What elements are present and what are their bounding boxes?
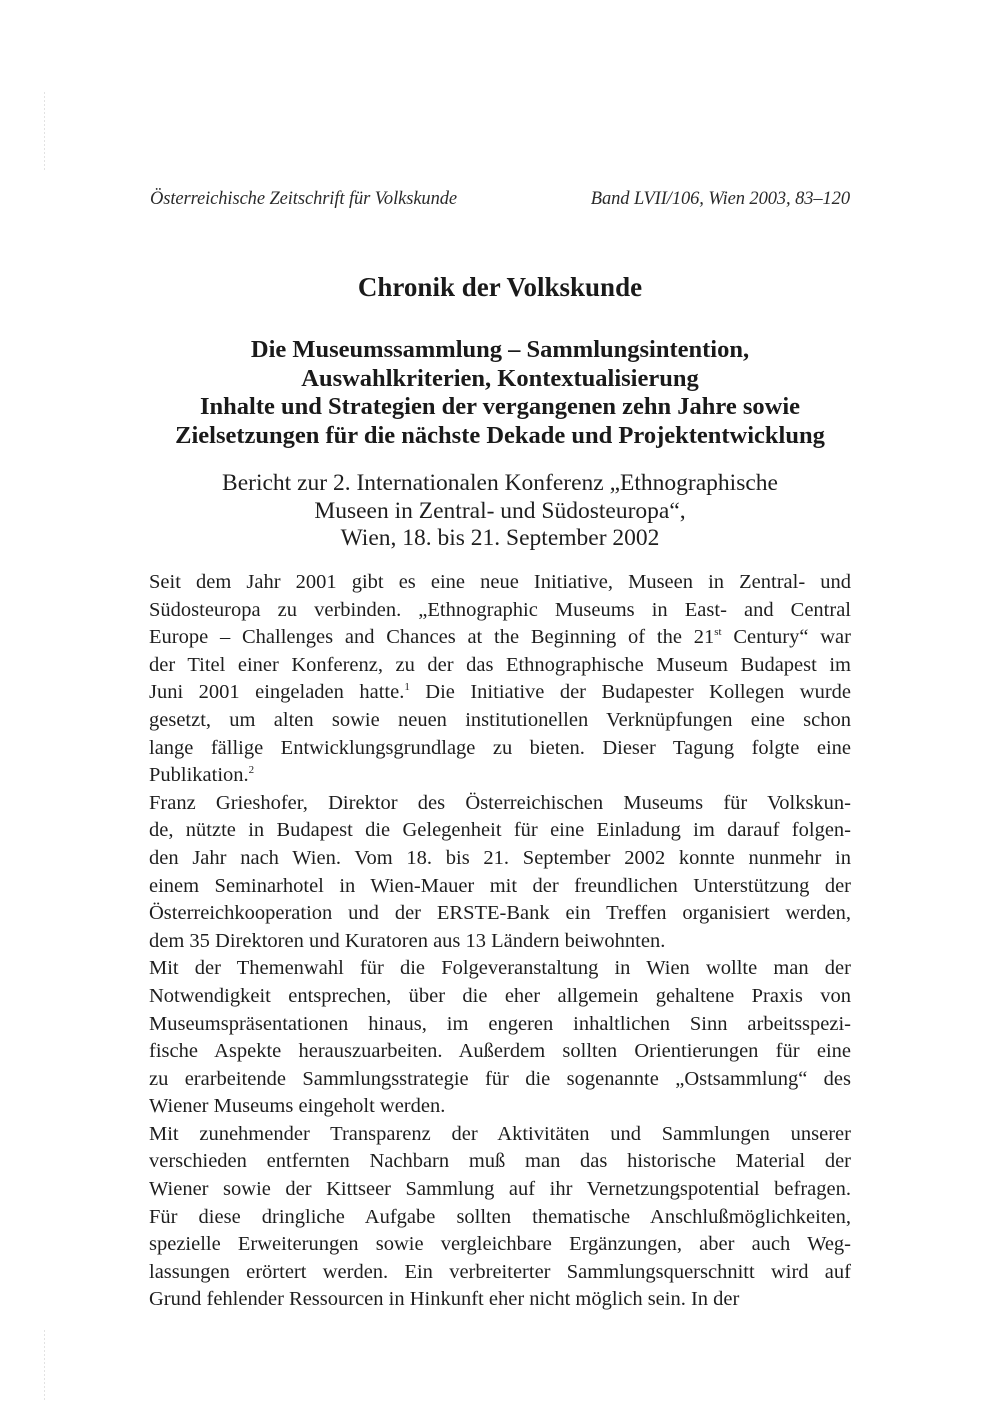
text-segment: der Titel einer Konferenz, zu der das Ethnographische Museum Budapest im xyxy=(149,653,851,676)
text-segment: einem Seminarhotel in Wien-Mauer mit der freundlichen Unterstützung der xyxy=(149,874,851,897)
text-line xyxy=(149,569,851,597)
text-segment: Century“ war xyxy=(721,626,851,649)
superscript: 1 xyxy=(404,681,410,694)
running-head xyxy=(150,189,850,210)
text-segment: Für diese dringliche Aufgabe sollten thematische Anschlußmöglichkeiten, xyxy=(149,1205,851,1228)
superscript: 2 xyxy=(248,764,255,777)
volume-info: Band LVII/106, Wien 2003, 83–120 xyxy=(590,189,850,209)
text-segment: Mit zunehmender Transparenz der Aktivitäten und Sammlungen unserer xyxy=(149,1122,851,1145)
text-segment: Museumspräsentationen hinaus, im engeren inhaltlichen Sinn arbeitsspezi- xyxy=(149,1012,851,1035)
scan-margin-artifact-bottom xyxy=(44,1330,45,1400)
text-segment: gesetzt, um alten sowie neuen institutionellen Verknüpfungen eine schon xyxy=(149,708,851,731)
text-segment: Franz Grieshofer, Direktor des Österreichischen Museums für Volkskun- xyxy=(149,791,851,814)
text-line xyxy=(149,873,851,901)
article-title-line: Die Museumssammlung – Sammlungsintention, xyxy=(250,336,750,363)
text-line xyxy=(149,1121,851,1149)
section-title: Chronik der Volkskunde xyxy=(357,272,643,302)
text-line xyxy=(149,955,851,983)
text-segment: Österreichkooperation und der ERSTE-Bank ein Treffen organisiert werden, xyxy=(149,902,851,925)
superscript: st xyxy=(714,626,722,639)
article-title-line: Inhalte und Strategien der vergangenen zehn Jahre sowie xyxy=(199,393,801,420)
text-line xyxy=(149,707,851,735)
text-line xyxy=(149,1204,851,1232)
text-line xyxy=(149,1011,851,1039)
text-line xyxy=(149,652,851,680)
text-segment: fische Aspekte herauszuarbeiten. Außerdem sollten Orientierungen für eine xyxy=(149,1040,851,1063)
text-line xyxy=(149,790,851,818)
subtitle-line: Wien, 18. bis 21. September 2002 xyxy=(340,525,660,551)
text-line xyxy=(149,1093,851,1121)
text-line xyxy=(149,1148,851,1176)
text-segment: Wiener sowie der Kittseer Sammlung auf ihr Vernetzungspotential befragen. xyxy=(149,1178,851,1201)
text-line xyxy=(149,597,851,625)
text-segment: lange fällige Entwicklungsgrundlage zu bieten. Dieser Tagung folgte eine xyxy=(149,736,851,759)
text-segment: Seit dem Jahr 2001 gibt es eine neue Initiative, Museen in Zentral- und xyxy=(149,571,851,593)
text-segment: den Jahr nach Wien. Vom 18. bis 21. September 2002 konnte nunmehr in xyxy=(149,846,851,869)
text-segment: zu erarbeitende Sammlungsstrategie für die sogenannte „Ostsammlung“ des xyxy=(149,1067,851,1090)
article-title-line: Zielsetzungen für die nächste Dekade und Projektentwicklung xyxy=(175,421,825,449)
text-line xyxy=(149,735,851,763)
text-segment: Juni 2001 eingeladen hatte. xyxy=(149,681,405,704)
text-line xyxy=(149,983,851,1011)
body-text xyxy=(149,569,851,1314)
text-line xyxy=(149,817,851,845)
paragraph xyxy=(149,790,851,956)
text-segment: dem 35 Direktoren und Kuratoren aus 13 Ländern beiwohnten. xyxy=(149,929,666,952)
text-segment: Südosteuropa zu verbinden. „Ethnographic Museums in East- and Central xyxy=(149,598,851,621)
text-segment: Notwendigkeit entsprechen, über die eher allgemein gehaltene Praxis von xyxy=(149,984,851,1007)
paragraph xyxy=(149,1121,851,1314)
subtitle-line: Bericht zur 2. Internationalen Konferenz „Ethnographische xyxy=(222,470,778,496)
text-line xyxy=(149,900,851,928)
text-line xyxy=(149,1231,851,1259)
text-line xyxy=(149,1259,851,1287)
text-segment: Publikation. xyxy=(149,764,249,787)
article-title xyxy=(100,336,900,450)
text-segment: Europe – Challenges and Chances at the Beginning of the 21 xyxy=(149,626,715,649)
text-line xyxy=(149,624,851,652)
text-segment: Wiener Museums eingeholt werden. xyxy=(149,1095,446,1118)
text-line xyxy=(149,928,851,956)
text-segment: Die Initiative der Budapester Kollegen wurde xyxy=(409,681,851,704)
subtitle-line: Museen in Zentral- und Südosteuropa“, xyxy=(314,497,686,524)
text-line xyxy=(149,845,851,873)
text-line xyxy=(149,762,851,790)
paragraph xyxy=(149,955,851,1121)
scan-margin-artifact-top xyxy=(44,92,45,172)
text-segment: verschieden entfernten Nachbarn muß man das historische Material der xyxy=(149,1150,851,1173)
text-line xyxy=(149,679,851,707)
paragraph xyxy=(149,569,851,790)
text-segment: de, nützte in Budapest die Gelegenheit für eine Einladung im darauf folgen- xyxy=(149,819,851,842)
article-subtitle xyxy=(100,470,900,553)
text-line xyxy=(149,1176,851,1204)
text-line xyxy=(149,1038,851,1066)
article-title-line: Auswahlkriterien, Kontextualisierung xyxy=(301,364,699,392)
text-segment: spezielle Erweiterungen sowie vergleichbare Ergänzungen, aber auch Weg- xyxy=(149,1233,851,1256)
text-line xyxy=(149,1066,851,1094)
text-segment: lassungen erörtert werden. Ein verbreiterter Sammlungsquerschnitt wird auf xyxy=(149,1260,851,1283)
text-segment: Mit der Themenwahl für die Folgeveranstaltung in Wien wollte man der xyxy=(149,957,851,980)
text-segment: Grund fehlender Ressourcen in Hinkunft eher nicht möglich sein. In der xyxy=(149,1288,740,1311)
journal-name: Österreichische Zeitschrift für Volkskunde xyxy=(150,189,457,209)
text-line xyxy=(149,1286,851,1314)
